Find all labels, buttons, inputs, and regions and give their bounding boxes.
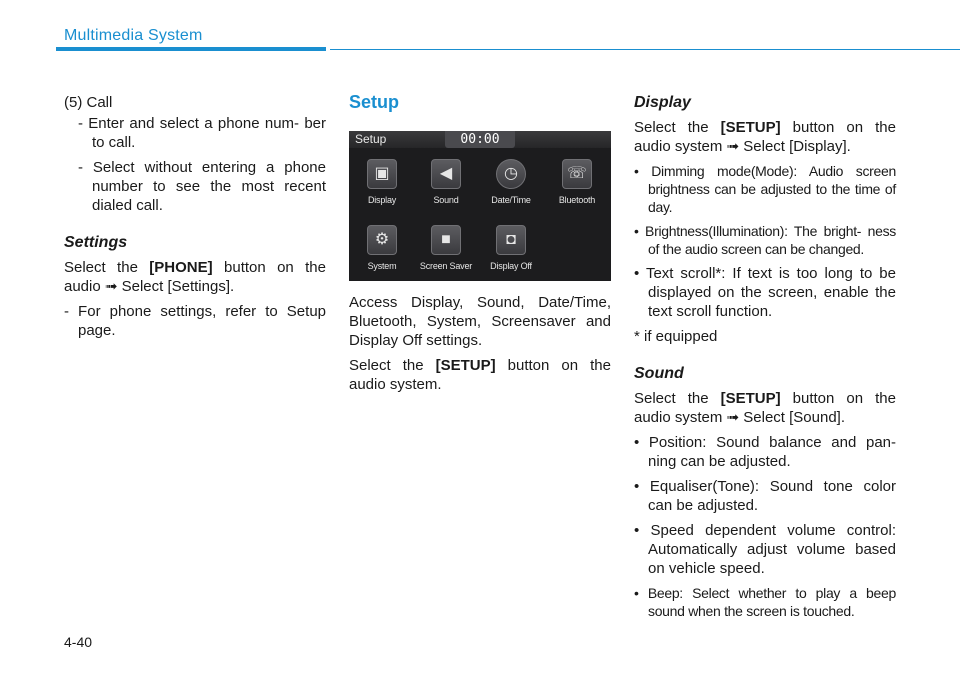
bluetooth-phone-icon: ☏: [562, 159, 592, 189]
settings-heading: Settings: [64, 234, 128, 251]
setup-heading: Setup: [349, 92, 400, 112]
sound-item-speed-volume: • Speed dependent volume control: Automatically adjust volume based on vehicle speed.: [634, 522, 896, 577]
column-right: [634, 93, 896, 626]
sound-heading: Sound: [634, 365, 684, 382]
header-rule: [330, 49, 960, 50]
setup-access-text: Access Display, Sound, Date/Time, Bluetooth, System, Screensaver and Display Off settings.: [349, 294, 611, 349]
phone-key-label: [PHONE]: [149, 259, 213, 276]
gear-icon: ⚙: [367, 225, 397, 255]
footnote: * if equipped: [634, 328, 718, 345]
display-icon: ▣: [367, 159, 397, 189]
display-off-icon: ◘: [496, 225, 526, 255]
tile-date-time: ◷ Date/Time: [479, 159, 543, 206]
tile-bluetooth: ☏ Bluetooth: [545, 159, 609, 206]
settings-item: - For phone settings, refer to Setup page.: [64, 303, 326, 339]
tile-system: ⚙ System: [350, 225, 414, 272]
screen-clock: 00:00: [445, 131, 515, 148]
column-middle: [349, 93, 611, 400]
column-left: [64, 93, 326, 346]
tile-screen-saver: ■ Screen Saver: [414, 225, 478, 272]
sound-setup-key-label: [SETUP]: [720, 390, 781, 407]
call-heading: (5) Call: [64, 94, 113, 111]
sound-item-position: • Position: Sound balance and pan- ning can be adjusted.: [634, 434, 896, 470]
display-item-brightness: • Brightness(Illumination): The bright- ness of the audio screen can be changed.: [634, 223, 896, 257]
tile-display-off: ◘ Display Off: [479, 225, 543, 272]
header-accent-bar: [56, 47, 326, 51]
setup-instruction: Select the [SETUP] button on the audio system.: [349, 357, 611, 393]
sound-instruction: Select the [SETUP] button on the audio system ➟ Select [Sound].: [634, 390, 896, 426]
display-setup-key-label: [SETUP]: [720, 119, 781, 136]
section-title: Multimedia System: [64, 27, 203, 44]
call-item-2: - Select without entering a phone number to see the most recent dialed call.: [78, 159, 326, 214]
setup-key-label: [SETUP]: [435, 357, 496, 374]
tile-sound: ◀ Sound: [414, 159, 478, 206]
sound-item-beep: • Beep: Select whether to play a beep sound when the screen is touched.: [634, 585, 896, 619]
display-heading: Display: [634, 94, 691, 111]
screen-saver-icon: ■: [431, 225, 461, 255]
screen-title: Setup: [355, 132, 387, 146]
sound-item-equaliser: • Equaliser(Tone): Sound tone color can be adjusted.: [634, 478, 896, 514]
display-instruction: Select the [SETUP] button on the audio system ➟ Select [Display].: [634, 119, 896, 155]
settings-instruction: Select the [PHONE] button on the audio ➟ Select [Settings].: [64, 259, 326, 295]
tile-display: ▣ Display: [350, 159, 414, 206]
page-number: 4-40: [64, 634, 93, 650]
display-item-text-scroll: • Text scroll*: If text is too long to be displayed on the screen, enable the text scroll function.: [634, 265, 896, 320]
clock-icon: ◷: [496, 159, 526, 189]
setup-screen-image: [349, 131, 611, 281]
call-item-1: - Enter and select a phone num- ber to call.: [78, 115, 326, 151]
display-item-dimming: • Dimming mode(Mode): Audio screen brightness can be adjusted to the time of day.: [634, 163, 896, 215]
speaker-icon: ◀: [431, 159, 461, 189]
